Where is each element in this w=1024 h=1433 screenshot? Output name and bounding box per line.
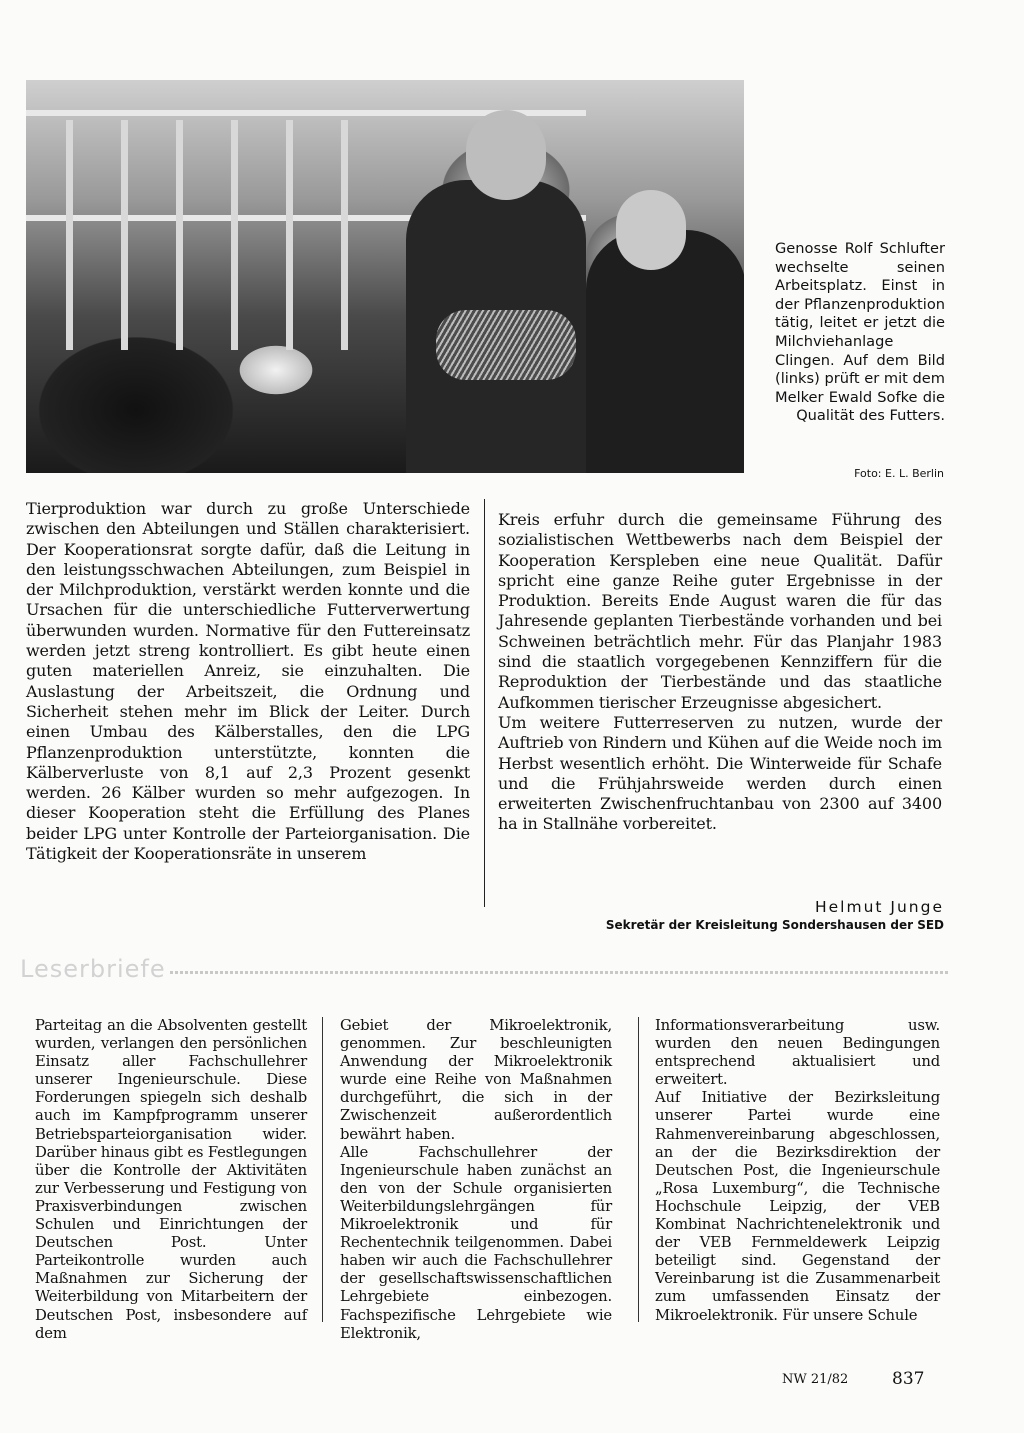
photo-credit: Foto: E. L. Berlin — [854, 467, 944, 480]
article-column-right — [498, 510, 942, 835]
stall-post — [341, 120, 348, 350]
column-divider — [638, 1017, 639, 1322]
stall-post — [66, 120, 73, 350]
stall-post — [121, 120, 128, 350]
page-number: 837 — [892, 1369, 925, 1389]
letters-column-2 — [340, 1017, 612, 1343]
issue-number: NW 21/82 — [782, 1372, 849, 1387]
article-signature — [606, 898, 944, 932]
letters-section-header — [20, 955, 950, 985]
photo-caption: Genosse Rolf Schlufter wechselte seinen Arbeitsplatz. Einst in der Pflanzenproduktion tätig, leitet er jetzt die Milchviehanlage Clingen. Auf dem Bild (links) prüft er mit dem Melker Ewald Sofke die Qualität des Futters. — [775, 240, 945, 425]
article-column-left: Tierproduktion war durch zu große Unterschiede zwischen den Abteilungen und Ställen charakterisiert. Der Kooperationsrat sorgte dafür, daß die Leitung in den leistungsschwachen Abteilungen, zum Beispiel in der Milchproduktion, verstärkt werden konnte und die Ursachen für die unterschiedliche Futterverwertung überwunden wurden. Normative für den Futtereinsatz werden jetzt streng kontrolliert. Es gibt heute einen guten materiellen Anreiz, sie einzuhalten. Die Auslastung der Arbeitszeit, die Ordnung und Sicherheit stehen mehr im Blick der Leiter. Durch einen Umbau des Kälberstalles, den die LPG Pflanzenproduktion unterstützte, konnten die Kälberverluste von 8,1 auf 2,3 Prozent gesenkt werden. 26 Kälber wurden so mehr aufgezogen. In dieser Kooperation steht die Erfüllung des Planes beider LPG unter Kontrolle der Parteiorganisation. Die Tätigkeit der Kooperationsräte in unserem — [26, 499, 470, 864]
farmer-head — [466, 110, 546, 200]
column-divider — [322, 1017, 323, 1322]
letter-paragraph: Auf Initiative der Bezirksleitung unserer Partei wurde eine Rahmenvereinbarung abgeschlossen, an der die Bezirksdirektion der Deutschen Post, die Ingenieurschule „Rosa Luxemburg“, die Technische Hochschule Leipzig, der VEB Kombinat Nachrichtenelektronik und der VEB Fernmeldewerk Leipzig beteiligt sind. Gegenstand der Vereinbarung ist die Zusammenarbeit zum umfassenden Einsatz der Mikroelektronik. Für unsere Schule — [655, 1089, 940, 1324]
column-divider — [484, 499, 485, 907]
stall-post — [176, 120, 183, 350]
hay-bundle — [436, 310, 576, 380]
article-paragraph: Um weitere Futterreserven zu nutzen, wurde der Auftrieb von Rindern und Kühen auf die Weide noch im Herbst wesentlich erhöht. Die Winterweide für Schafe und die Frühjahrsweide werden durch einen erweiterten Zwischenfruchtanbau von 2300 auf 3400 ha in Stallnähe vorbereitet. — [498, 712, 942, 834]
author-name: Helmut Junge — [814, 898, 944, 916]
letters-column-1: Parteitag an die Absolventen gestellt wurden, verlangen den persönlichen Einsatz aller Fachschullehrer unserer Ingenieurschule. Diese Forderungen spiegeln sich deshalb auch im Kampfprogramm unserer Betriebsparteiorganisation wider. Darüber hinaus gibt es Festlegungen über die Kontrolle der Aktivitäten zur Verbesserung und Festigung von Praxisverbindungen zwischen Schulen und Einrichtungen der Deutschen Post. Unter Parteikontrolle wurden auch Maßnahmen zur Sicherung der Weiterbildung von Mitarbeitern der Deutschen Post, insbesondere auf dem — [35, 1017, 307, 1342]
letters-column-3 — [655, 1017, 940, 1325]
article-photo — [26, 80, 744, 473]
stall-post — [286, 120, 293, 350]
article-paragraph: Kreis erfuhr durch die gemeinsame Führung des sozialistischen Wettbewerbs nach dem Beispiel der Kooperation Kerspleben eine neue Qualität. Dafür spricht eine ganze Reihe guter Ergebnisse in der Produktion. Bereits Ende August waren die für das Jahresende geplanten Tierbestände vorhanden und bei Schweinen beträchtlich mehr. Für das Planjahr 1983 sind die staatlich vorgegebenen Kennziffern für die Reproduktion der Tierbestände und das staatliche Aufkommen tierischer Erzeugnisse abgesichert. — [498, 510, 942, 712]
milker-head — [616, 190, 686, 270]
letter-paragraph: Alle Fachschullehrer der Ingenieurschule haben zunächst an den von der Schule organisierten Weiterbildungslehrgängen für Mikroelektronik und für Rechentechnik teilgenommen. Dabei haben wir auch die Fachschullehrer der gesellschaftswissenschaftlichen Lehrgebiete einbezogen. Fachspezifische Lehrgebiete wie Elektronik, — [340, 1143, 612, 1342]
letter-paragraph: Informationsverarbeitung usw. wurden den neuen Bedingungen entsprechend aktualisiert und erweitert. — [655, 1017, 940, 1089]
letter-paragraph: Gebiet der Mikroelektronik, genommen. Zur beschleunigten Anwendung der Mikroelektronik wurde eine Reihe von Maßnahmen durchgeführt, die sich in der Zwischenzeit außerordentlich bewährt haben. — [340, 1017, 612, 1143]
section-title: Leserbriefe — [20, 955, 166, 983]
stall-post — [231, 120, 238, 350]
section-rule — [170, 971, 950, 974]
author-role: Sekretär der Kreisleitung Sondershausen der SED — [605, 918, 944, 932]
